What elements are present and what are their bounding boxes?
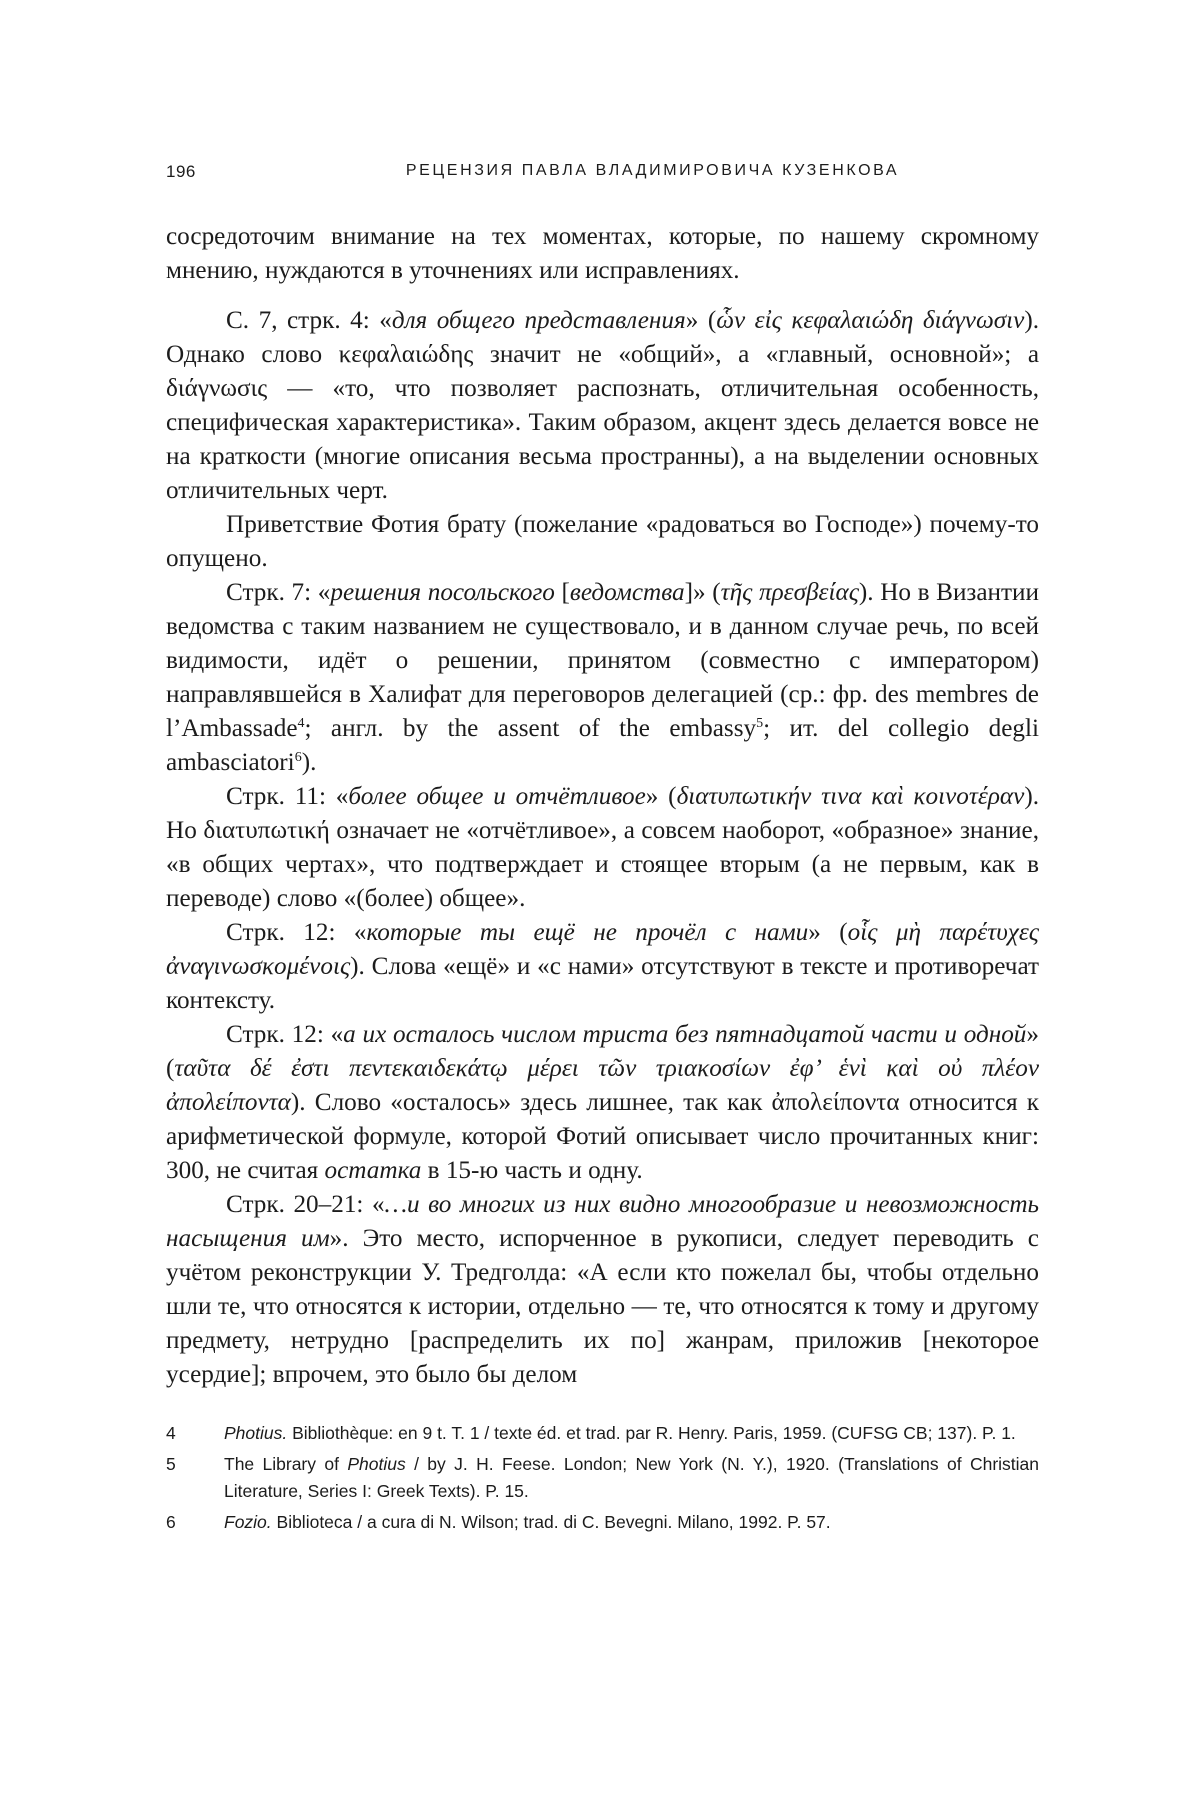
paragraph-continuation: сосредоточим внимание на тех моментах, которые, по нашему скромному мнению, нуждаются в уточнениях или исправлениях. (166, 223, 1039, 284)
footnote-ref-6[interactable]: 6 (294, 750, 302, 765)
footnote-5: 5 The Library of Photius / by J. H. Feese. London; New York (N. Y.), 1920. (Translations of Christian Literature, Series I: Greek Texts). P. 15. (166, 1451, 1039, 1505)
body-text (166, 220, 1039, 1392)
page-number: 196 (166, 162, 196, 181)
footnote-6: 6 Fozio. Biblioteca / a cura di N. Wilson; trad. di C. Bevegni. Milano, 1992. P. 57. (166, 1509, 1039, 1536)
paragraph-line-20-21: Стрк. 20–21: «…и во многих из них видно многообразие и невозможность насыщения им». Это место, испорченное в рукописи, следует переводить с учётом реконструкции У. Тредголда: «А если кто пожелал бы, чтобы отдельно шли те, что относятся к истории, отдельно — те, что относятся к тому и другому предмету, нетрудно [распределить их по] жанрам, приложив [некоторое усердие]; впрочем, это было бы делом (166, 1191, 1039, 1388)
running-head (166, 162, 1039, 186)
footnote-4: 4 Photius. Bibliothèque: en 9 t. T. 1 / texte éd. et trad. par R. Henry. Paris, 1959. (CUFSG CB; 137). P. 1. (166, 1420, 1039, 1447)
paragraph-line-12b: Стрк. 12: «а их осталось числом триста без пятнадцатой части и одной» (ταῦτα δέ ἐστι πεντεκαιδεκάτῳ μέρει τῶν τριακοσίων ἐφ’ ἑνὶ καὶ οὐ πλέον ἀπολείποντα). Слово «осталось» здесь лишнее, так как ἀπολείποντα относится к арифметической формуле, которой Фотий описывает число прочитанных книг: 300, не считая остатка в 15-ю часть и одну. (166, 1021, 1039, 1184)
running-title: РЕЦЕНЗИЯ ПАВЛА ВЛАДИМИРОВИЧА КУЗЕНКОВА (405, 162, 900, 179)
paragraph-line-4: С. 7, стрк. 4: «для общего представления» (ὧν εἰς κεφαλαιώδη διάγνωσιν). Однако слово κεφαλαιώδης значит не «общий», а «главный, основной»; а διάγνωσις — «то, что позволяет распознать, отличительная особенность, специфическая характеристика». Таким образом, акцент здесь делается вовсе не на краткости (многие описания весьма пространны), а на выделении основных отличительных черт. (166, 307, 1040, 504)
paragraph-line-11: Стрк. 11: «более общее и отчётливое» (διατυπωτικήν τινα καὶ κοινοτέραν). Но διατυπωτική означает не «отчётливое», а совсем наоборот, «образное» знание, «в общих чертах», что подтверждает и стоящее вторым (а не первым, как в переводе) слово «(более) общее». (166, 783, 1040, 912)
paragraph-line-12a: Стрк. 12: «которые ты ещё не прочёл с нами» (οἷς μὴ παρέτυχες ἀναγινωσκομένοις). Слова «ещё» и «с нами» отсутствуют в тексте и противоречат контексту. (166, 919, 1039, 1014)
footnote-number: 6 (166, 1512, 176, 1532)
footnote-number: 5 (166, 1454, 176, 1474)
footnote-ref-4[interactable]: 4 (297, 716, 305, 731)
footnote-ref-5[interactable]: 5 (756, 716, 764, 731)
footnote-number: 4 (166, 1423, 176, 1443)
paragraph-greeting: Приветствие Фотия брату (пожелание «радоваться во Господе») почему-то опущено. (166, 511, 1039, 572)
footnotes (166, 1420, 1039, 1540)
paragraph-line-7: Стрк. 7: «решения посольского [ведомства]» (τῆς πρεσβείας). Но в Византии ведомства с таким названием не существовало, и в данном случае речь, по всей видимости, идёт о решении, принятом (совместно с императором) направлявшейся в Халифат для переговоров делегацией (ср.: фр. des membres de l’Ambassade$^4$; англ. by the assent of the embassy$^5$; ит. del collegio degli ambasciatori$^6$). (166, 579, 1040, 776)
